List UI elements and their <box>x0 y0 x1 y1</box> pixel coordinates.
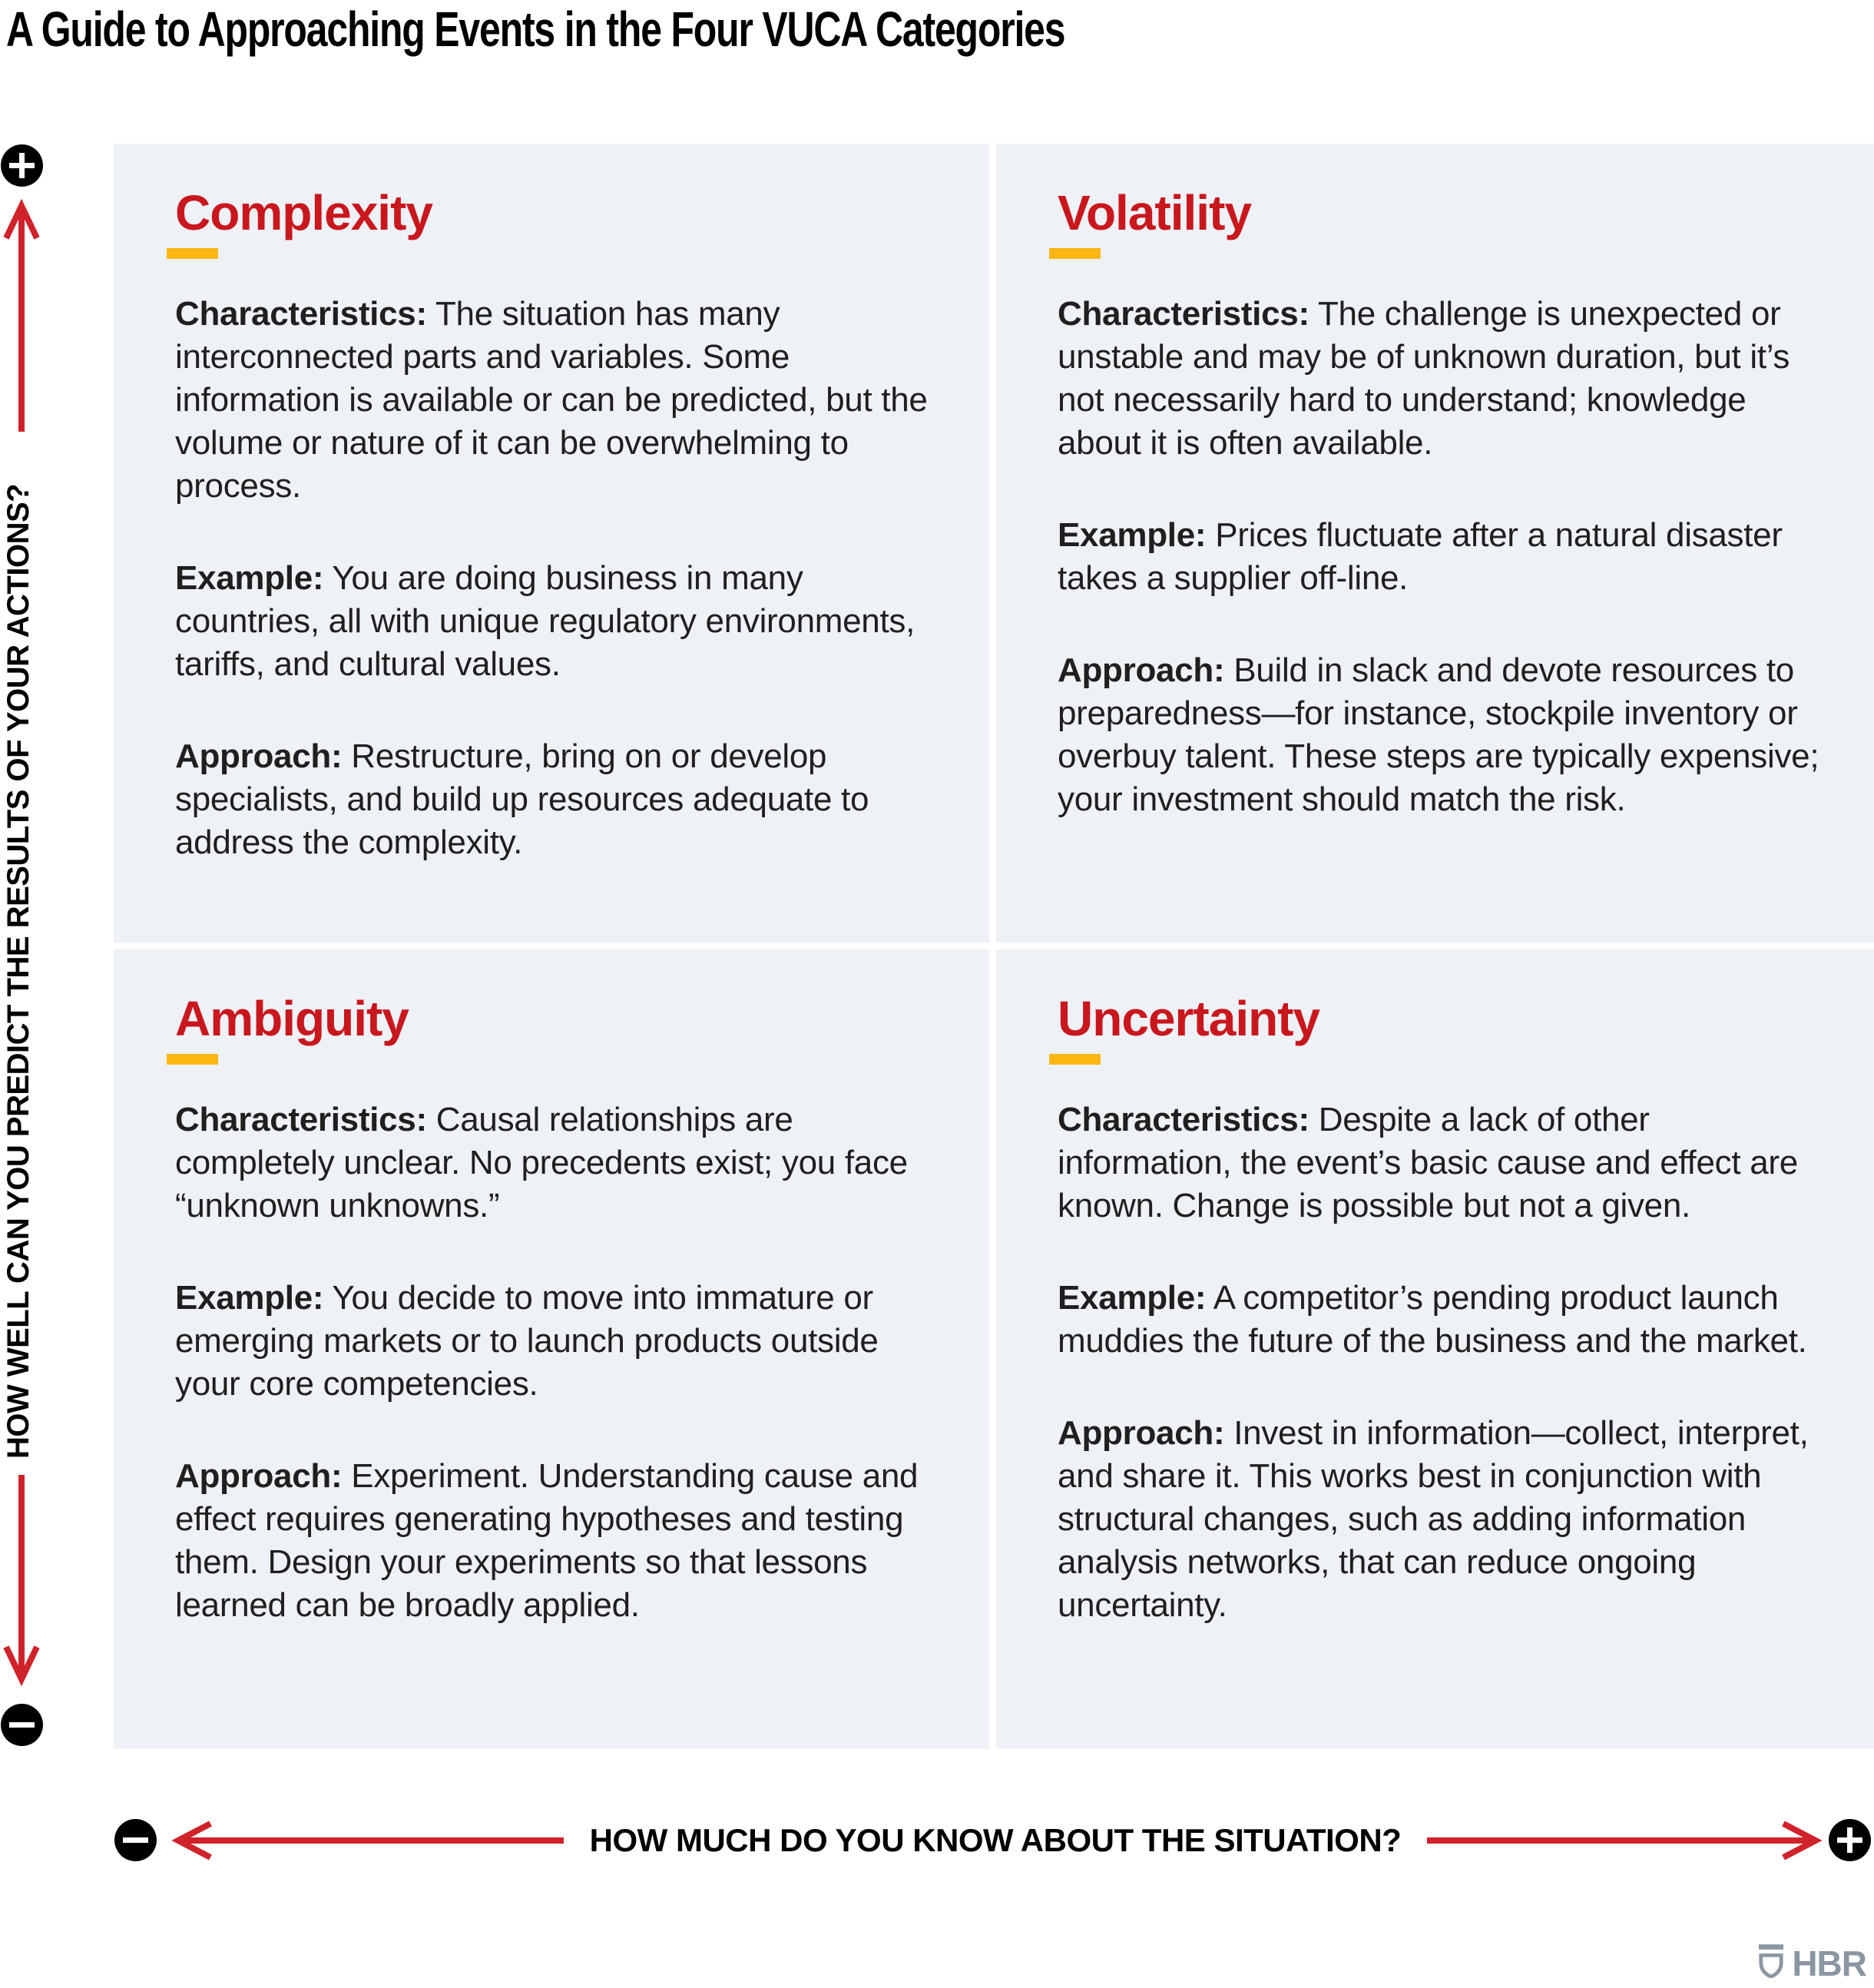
arrow-up-icon <box>0 198 43 433</box>
paragraph-label: Approach: <box>175 737 343 775</box>
quadrant-volatility <box>996 144 1874 943</box>
paragraph-label: Example: <box>175 1279 324 1317</box>
characteristics-paragraph <box>175 293 935 508</box>
paragraph-text: You decide to move into immature or emerging markets or to launch products outside your core competencies. <box>175 1279 879 1403</box>
paragraph-text: A competitor’s pending product launch muddies the future of the business and the market. <box>1058 1279 1807 1360</box>
paragraph-text: Build in slack and devote resources to preparedness—for instance, stockpile inventory or overbuy talent. These steps are typically expensive; your investment should match the risk. <box>1058 651 1819 818</box>
quadrant-ambiguity <box>114 949 989 1749</box>
example-paragraph <box>175 1277 935 1406</box>
paragraph-label: Example: <box>1058 516 1207 554</box>
paragraph-text: The challenge is unexpected or unstable and may be of unknown duration, but it’s not necessarily hard to understand; knowledge about it is often available. <box>1058 295 1790 462</box>
y-axis-label: HOW WELL CAN YOU PREDICT THE RESULTS OF YOUR ACTIONS? <box>2 483 35 1459</box>
quadrant-heading: Complexity <box>175 185 432 240</box>
quadrant-grid <box>114 144 1874 1749</box>
approach-paragraph <box>1058 1412 1820 1627</box>
approach-paragraph <box>1058 649 1820 821</box>
hbr-shield-icon <box>1758 1944 1784 1982</box>
paragraph-text: Experiment. Understanding cause and effect requires generating hypotheses and testing them. Design your experiments so that lessons learned can be broadly applied. <box>175 1457 919 1624</box>
hbr-logo-text: HBR <box>1792 1943 1866 1983</box>
paragraph-label: Characteristics: <box>175 295 427 333</box>
paragraph-label: Approach: <box>1058 1414 1225 1452</box>
paragraph-text: The situation has many interconnected parts and variables. Some information is available or can be predicted, but the volume or nature of it can be overwhelming to process. <box>175 295 928 505</box>
quadrant-complexity <box>114 144 989 943</box>
paragraph-label: Approach: <box>1058 651 1225 689</box>
quadrant-uncertainty <box>996 949 1874 1749</box>
page-title: A Guide to Approaching Events in the Four VUCA Categories <box>6 2 1065 57</box>
characteristics-paragraph <box>1058 293 1820 465</box>
heading-underline-bar <box>167 1054 218 1065</box>
quadrant-heading: Uncertainty <box>1058 991 1320 1046</box>
minus-icon <box>114 1819 157 1861</box>
hbr-logo <box>1758 1944 1866 1982</box>
quadrant-heading: Volatility <box>1058 185 1251 240</box>
heading-underline-bar <box>1049 248 1101 259</box>
approach-paragraph <box>175 1455 935 1627</box>
paragraph-label: Characteristics: <box>175 1101 427 1138</box>
plus-icon <box>1 144 43 187</box>
example-paragraph <box>1058 1277 1820 1363</box>
heading-underline-bar <box>167 248 218 259</box>
paragraph-label: Characteristics: <box>1058 1101 1309 1138</box>
characteristics-paragraph <box>1058 1098 1820 1228</box>
example-paragraph <box>175 557 935 686</box>
quadrant-heading: Ambiguity <box>175 991 409 1046</box>
paragraph-text: Causal relationships are completely unclear. No precedents exist; you face “unknown unknowns.” <box>175 1101 908 1224</box>
paragraph-label: Approach: <box>175 1457 343 1495</box>
x-axis-label: HOW MUCH DO YOU KNOW ABOUT THE SITUATION? <box>589 1822 1402 1858</box>
paragraph-label: Example: <box>175 559 324 597</box>
characteristics-paragraph <box>175 1098 935 1228</box>
paragraph-label: Characteristics: <box>1058 295 1309 333</box>
paragraph-label: Example: <box>1058 1279 1207 1317</box>
paragraph-text: Invest in information—collect, interpret, and share it. This works best in conjunction with structural changes, such as adding information analysis networks, that can reduce ongoing uncertainty. <box>1058 1414 1809 1624</box>
approach-paragraph <box>175 735 935 864</box>
paragraph-text: You are doing business in many countries, all with unique regulatory environments, tariffs, and cultural values. <box>175 559 915 683</box>
arrow-left-icon <box>171 1819 565 1862</box>
plus-icon <box>1829 1819 1871 1861</box>
paragraph-text: Restructure, bring on or develop specialists, and build up resources adequate to address the complexity. <box>175 737 869 861</box>
arrow-down-icon <box>0 1473 43 1687</box>
example-paragraph <box>1058 514 1820 600</box>
heading-underline-bar <box>1049 1054 1101 1065</box>
minus-icon <box>1 1704 43 1746</box>
paragraph-text: Prices fluctuate after a natural disaster takes a supplier off-line. <box>1058 516 1783 597</box>
paragraph-text: Despite a lack of other information, the event’s basic cause and effect are known. Change is possible but not a given. <box>1058 1101 1798 1224</box>
arrow-right-icon <box>1425 1819 1823 1862</box>
